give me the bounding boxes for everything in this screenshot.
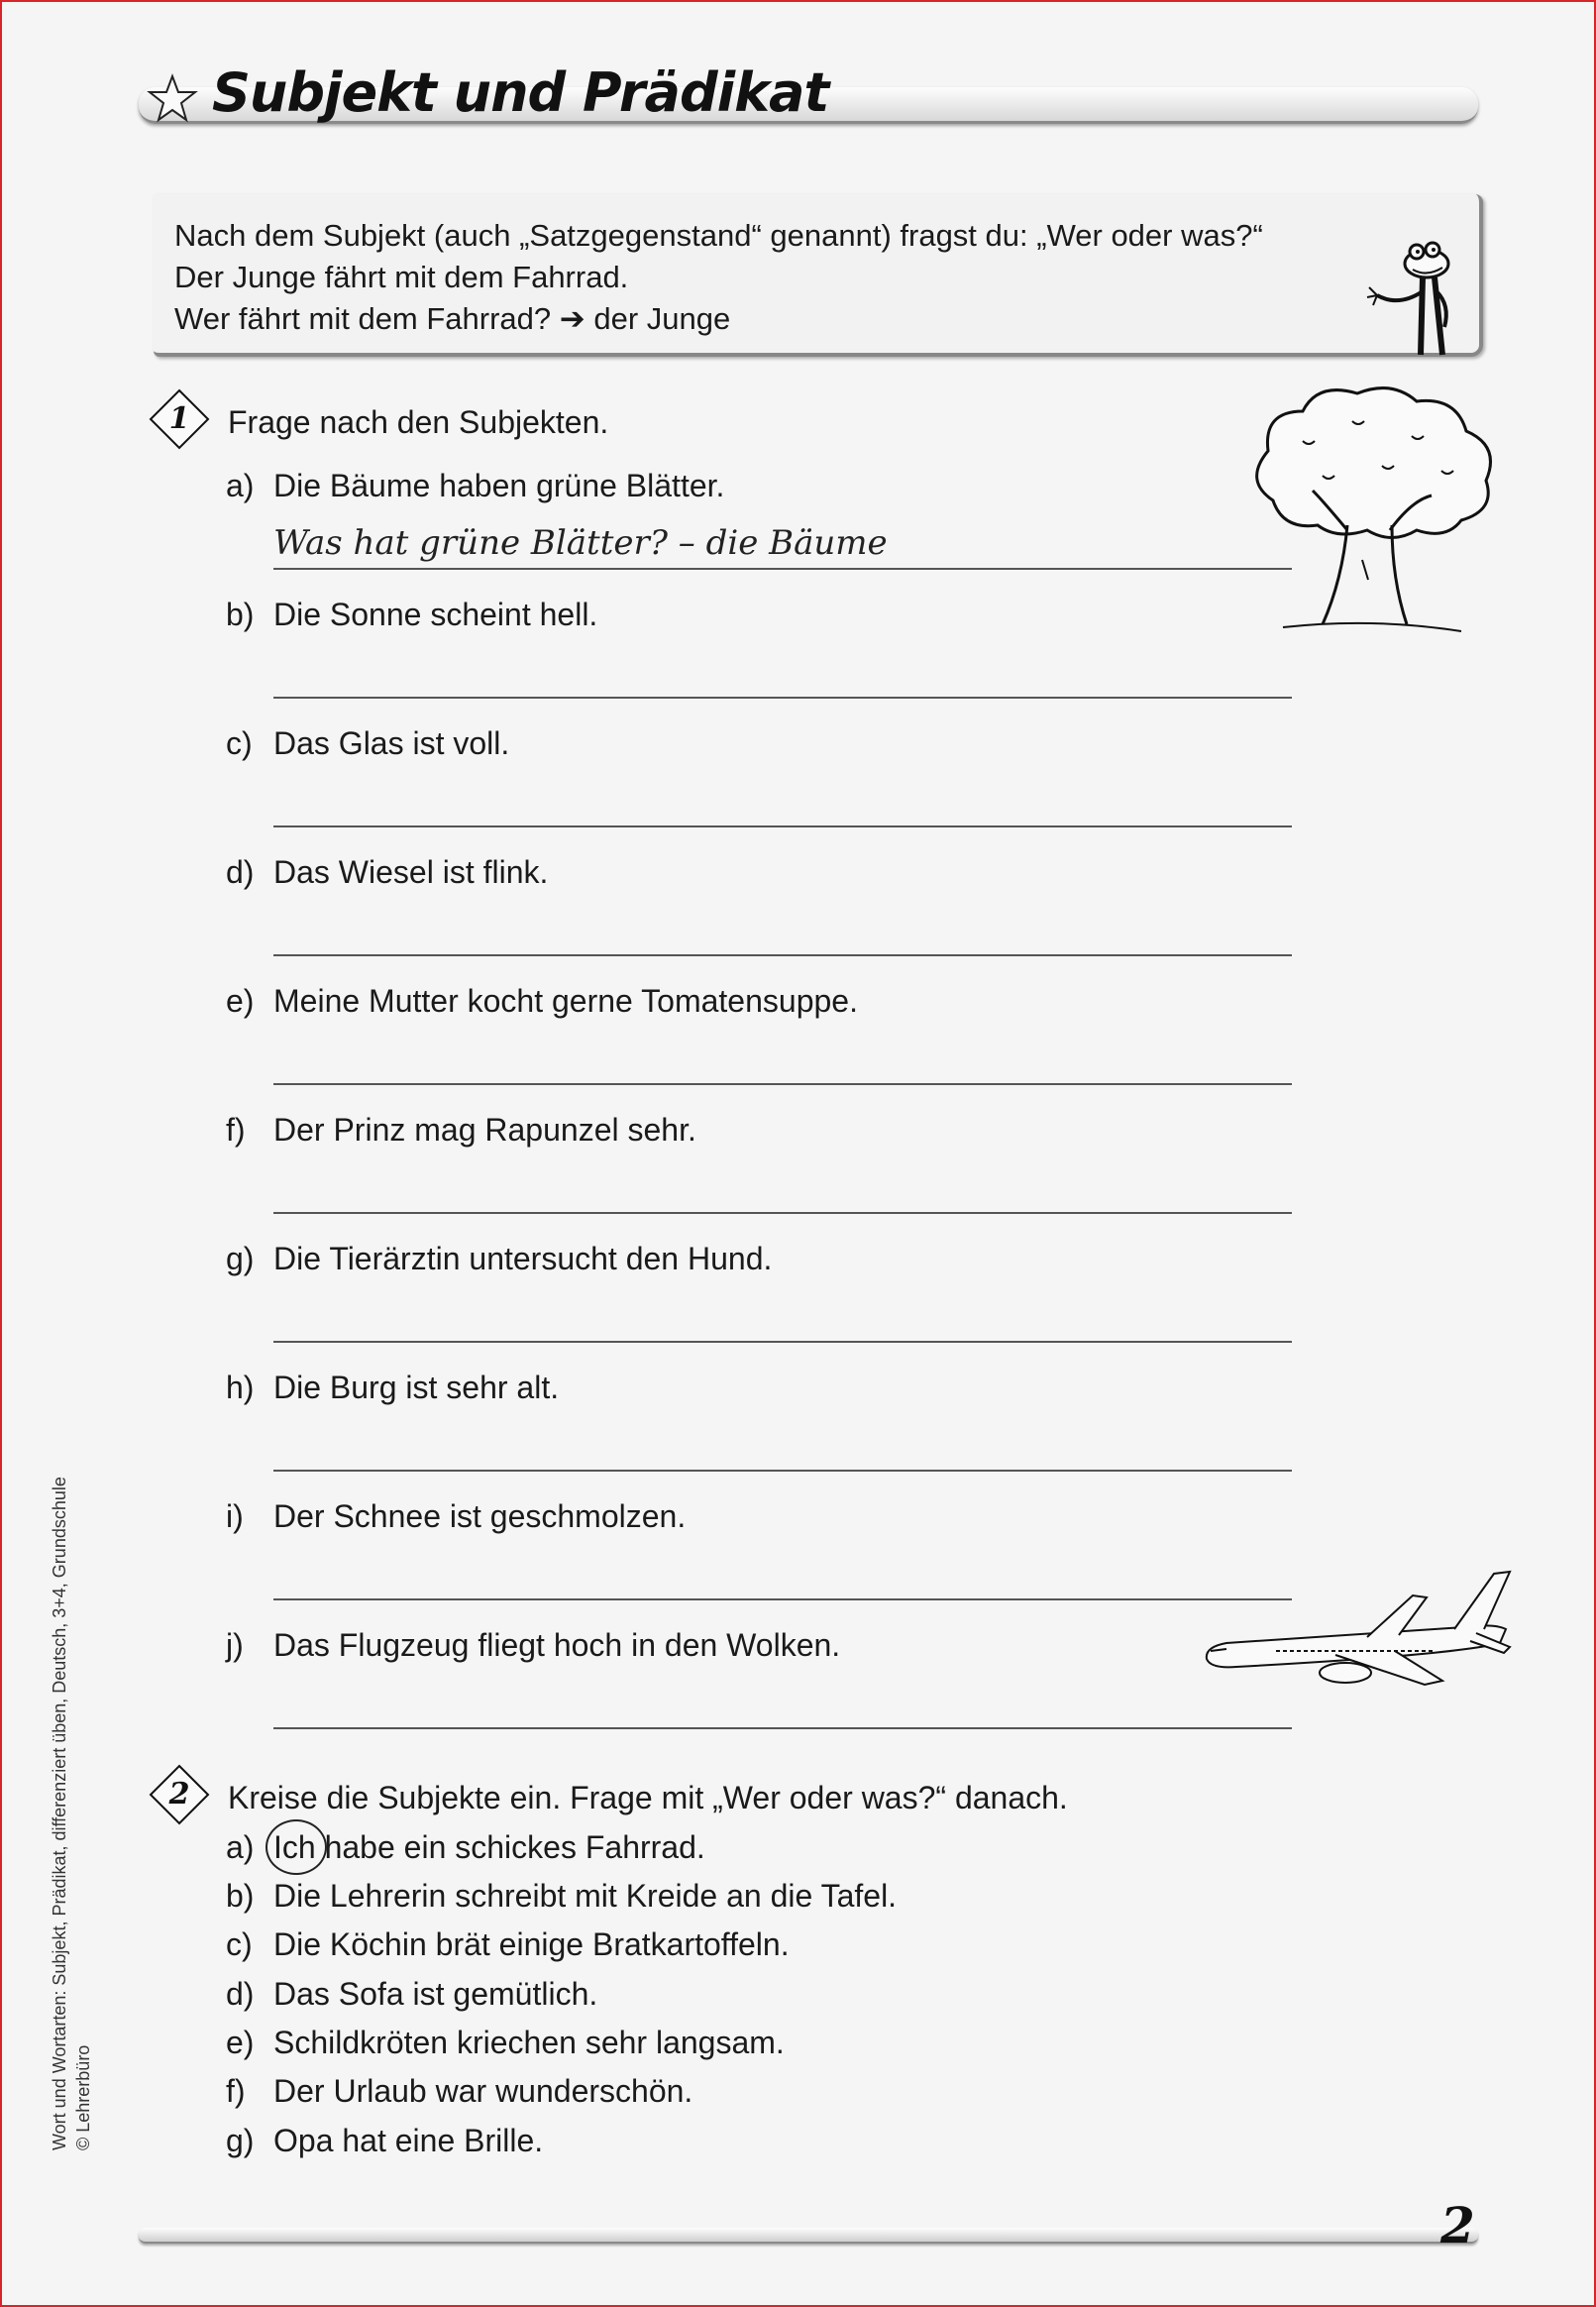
task-2-item-b-letter: b) <box>226 1878 255 1914</box>
task-1-item-g-letter: g) <box>226 1241 255 1276</box>
answer-line-c[interactable] <box>273 825 1292 827</box>
task-1-item-g-text: Die Tierärztin untersucht den Hund. <box>273 1241 773 1276</box>
task-1-item-h-text: Die Burg ist sehr alt. <box>273 1370 560 1405</box>
task-1-item-d-text: Das Wiesel ist flink. <box>273 854 549 890</box>
task-2-item-d-letter: d) <box>226 1976 255 2012</box>
answer-line-a[interactable] <box>273 568 1292 570</box>
task-2-item-e-text: Schildkröten kriechen sehr langsam. <box>273 2025 785 2060</box>
task-1-instruction: Frage nach den Subjekten. <box>228 404 609 440</box>
task-2-item-b-text: Die Lehrerin schreibt mit Kreide an die Tafel. <box>273 1878 898 1914</box>
task-1-item-j-text: Das Flugzeug fliegt hoch in den Wolken. <box>273 1627 841 1663</box>
task-1-item-c-text: Das Glas ist voll. <box>273 725 510 761</box>
info-line-1: Nach dem Subjekt (auch „Satzgegenstand“ genannt) fragst du: „Wer oder was?“ <box>174 218 1263 253</box>
task-1-item-i-text: Der Schnee ist geschmolzen. <box>273 1498 687 1534</box>
task-1-item-j-letter: j) <box>226 1627 244 1663</box>
task-1-item-b-letter: b) <box>226 597 255 632</box>
page-title: Subjekt und Prädikat <box>212 61 829 124</box>
task-2-item-g-letter: g) <box>226 2123 255 2158</box>
star-icon <box>147 73 198 125</box>
task-1-item-i-letter: i) <box>226 1498 244 1534</box>
task-2-item-f-text: Der Urlaub war wunderschön. <box>273 2073 693 2109</box>
answer-line-f[interactable] <box>273 1212 1292 1214</box>
answer-line-e[interactable] <box>273 1083 1292 1085</box>
answer-line-h[interactable] <box>273 1470 1292 1472</box>
task-2-item-d-text: Das Sofa ist gemütlich. <box>273 1976 598 2012</box>
task-1-item-f-letter: f) <box>226 1112 246 1148</box>
task-1-number: 1 <box>168 401 190 436</box>
airplane-illustration <box>1197 1568 1514 1697</box>
task-2-item-c-letter: c) <box>226 1926 253 1962</box>
task-2-number: 2 <box>168 1777 190 1812</box>
info-line-3: Wer fährt mit dem Fahrrad? ➔ der Junge <box>174 301 731 336</box>
task-2-item-e-letter: e) <box>226 2025 255 2060</box>
task-2-item-a-text: Ich habe ein schickes Fahrrad. <box>273 1829 705 1865</box>
subject-circle-mark <box>266 1819 327 1875</box>
sidebar-line-2: © Lehrerbüro <box>73 2044 93 2150</box>
info-line-2: Der Junge fährt mit dem Fahrrad. <box>174 260 629 294</box>
sidebar-line-1: Wort und Wortarten: Subjekt, Prädikat, differenziert üben, Deutsch, 3+4, Grundschule <box>50 1477 69 2150</box>
answer-line-i[interactable] <box>273 1598 1292 1600</box>
task-1-item-e-letter: e) <box>226 983 255 1019</box>
page-number: 2 <box>1440 2196 1475 2254</box>
task-2-item-c-text: Die Köchin brät einige Bratkartoffeln. <box>273 1926 790 1962</box>
tree-illustration <box>1243 382 1501 639</box>
answer-line-j[interactable] <box>273 1727 1292 1729</box>
example-answer: Was hat grüne Blätter? – die Bäume <box>273 523 888 563</box>
frog-illustration <box>1365 236 1460 357</box>
task-2-item-f-letter: f) <box>226 2073 246 2109</box>
task-1-item-a-letter: a) <box>226 468 255 503</box>
task-1-item-f-text: Der Prinz mag Rapunzel sehr. <box>273 1112 696 1148</box>
task-2-instruction: Kreise die Subjekte ein. Frage mit „Wer oder was?“ danach. <box>228 1780 1068 1815</box>
footer-bar <box>139 2228 1478 2244</box>
task-1-item-b-text: Die Sonne scheint hell. <box>273 597 598 632</box>
task-1-item-h-letter: h) <box>226 1370 255 1405</box>
answer-line-g[interactable] <box>273 1341 1292 1343</box>
task-1-item-c-letter: c) <box>226 725 253 761</box>
task-2-item-a-letter: a) <box>226 1829 255 1865</box>
copyright-sidebar <box>48 1477 95 2150</box>
task-2-item-g-text: Opa hat eine Brille. <box>273 2123 544 2158</box>
answer-line-d[interactable] <box>273 954 1292 956</box>
task-1-item-d-letter: d) <box>226 854 255 890</box>
task-1-item-a-text: Die Bäume haben grüne Blätter. <box>273 468 725 503</box>
answer-line-b[interactable] <box>273 697 1292 699</box>
task-1-item-e-text: Meine Mutter kocht gerne Tomatensuppe. <box>273 983 858 1019</box>
